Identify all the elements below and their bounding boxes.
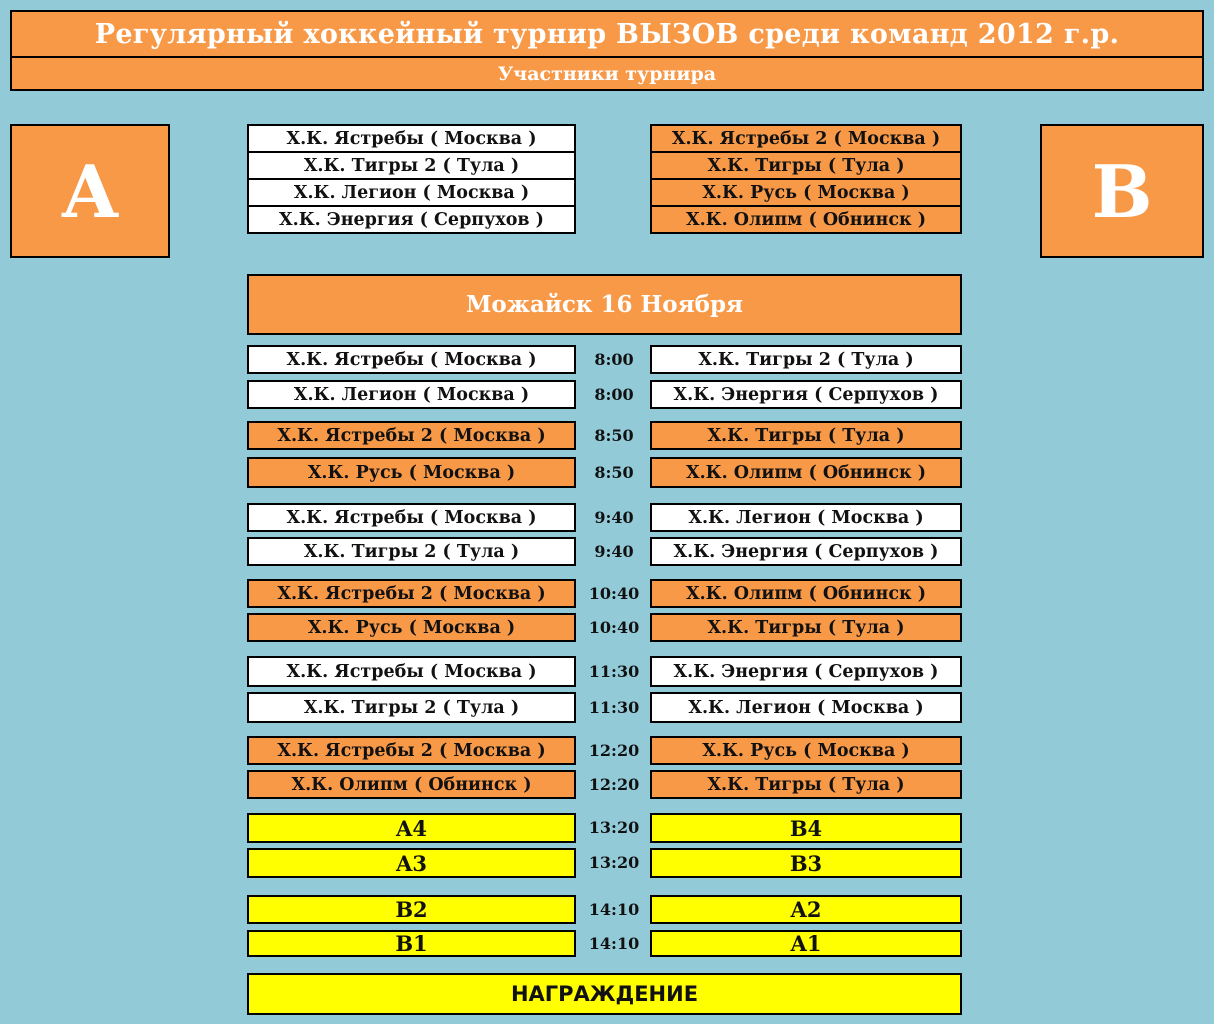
match-home-team: Х.К. Олипм ( Обнинск ) [247,770,576,799]
match-home-team: Х.К. Ястребы 2 ( Москва ) [247,736,576,765]
match-home-team: Х.К. Легион ( Москва ) [247,380,576,409]
playoff-time: 13:20 [588,853,640,872]
page-title: Регулярный хоккейный турнир ВЫЗОВ среди команд 2012 г.р. [10,10,1204,58]
playoff-time: 14:10 [588,934,640,953]
match-time: 10:40 [588,618,640,637]
match-time: 12:20 [588,775,640,794]
group-a-team-list [247,124,576,234]
match-home-team: Х.К. Ястребы 2 ( Москва ) [247,579,576,608]
match-time: 10:40 [588,584,640,603]
group-b-team: Х.К. Олипм ( Обнинск ) [652,207,960,234]
playoff-time: 13:20 [588,818,640,837]
match-away-team: Х.К. Тигры 2 ( Тула ) [650,345,962,374]
playoff-away-slot: B3 [650,848,962,878]
match-home-team: Х.К. Ястребы ( Москва ) [247,345,576,374]
match-home-team: Х.К. Русь ( Москва ) [247,457,576,488]
match-time: 8:00 [594,385,634,404]
group-a-team: Х.К. Тигры 2 ( Тула ) [249,153,574,180]
match-time: 12:20 [588,741,640,760]
group-a-team: Х.К. Энергия ( Серпухов ) [249,207,574,234]
match-time: 9:40 [594,508,634,527]
playoff-away-slot: A2 [650,895,962,924]
match-home-team: Х.К. Ястребы 2 ( Москва ) [247,421,576,450]
match-away-team: Х.К. Энергия ( Серпухов ) [650,656,962,687]
group-b-team: Х.К. Русь ( Москва ) [652,180,960,207]
playoff-home-slot: B1 [247,930,576,957]
playoff-away-slot: A1 [650,930,962,957]
group-b-team: Х.К. Тигры ( Тула ) [652,153,960,180]
playoff-home-slot: A4 [247,813,576,843]
match-home-team: Х.К. Ястребы ( Москва ) [247,503,576,532]
match-time: 11:30 [588,662,640,681]
match-away-team: Х.К. Тигры ( Тула ) [650,770,962,799]
group-a-letter: A [10,124,170,258]
page-subtitle: Участники турнира [10,56,1204,91]
match-home-team: Х.К. Русь ( Москва ) [247,613,576,642]
playoff-time: 14:10 [588,900,640,919]
match-away-team: Х.К. Легион ( Москва ) [650,503,962,532]
match-away-team: Х.К. Олипм ( Обнинск ) [650,457,962,488]
match-away-team: Х.К. Тигры ( Тула ) [650,421,962,450]
award-ceremony-banner: НАГРАЖДЕНИЕ [247,973,962,1015]
group-a-team: Х.К. Легион ( Москва ) [249,180,574,207]
match-time: 8:00 [594,350,634,369]
group-b-team-list [650,124,962,234]
match-home-team: Х.К. Ястребы ( Москва ) [247,656,576,687]
match-home-team: Х.К. Тигры 2 ( Тула ) [247,537,576,566]
match-away-team: Х.К. Энергия ( Серпухов ) [650,537,962,566]
playoff-home-slot: A3 [247,848,576,878]
match-home-team: Х.К. Тигры 2 ( Тула ) [247,692,576,723]
match-away-team: Х.К. Олипм ( Обнинск ) [650,579,962,608]
match-time: 9:40 [594,542,634,561]
group-a-team: Х.К. Ястребы ( Москва ) [249,126,574,153]
group-b-letter: B [1040,124,1204,258]
match-away-team: Х.К. Энергия ( Серпухов ) [650,380,962,409]
playoff-away-slot: B4 [650,813,962,843]
match-time: 8:50 [594,463,634,482]
match-away-team: Х.К. Легион ( Москва ) [650,692,962,723]
playoff-home-slot: B2 [247,895,576,924]
group-b-team: Х.К. Ястребы 2 ( Москва ) [652,126,960,153]
match-away-team: Х.К. Тигры ( Тула ) [650,613,962,642]
match-time: 11:30 [588,698,640,717]
venue-date-banner: Можайск 16 Ноября [247,274,962,335]
match-away-team: Х.К. Русь ( Москва ) [650,736,962,765]
match-time: 8:50 [594,426,634,445]
